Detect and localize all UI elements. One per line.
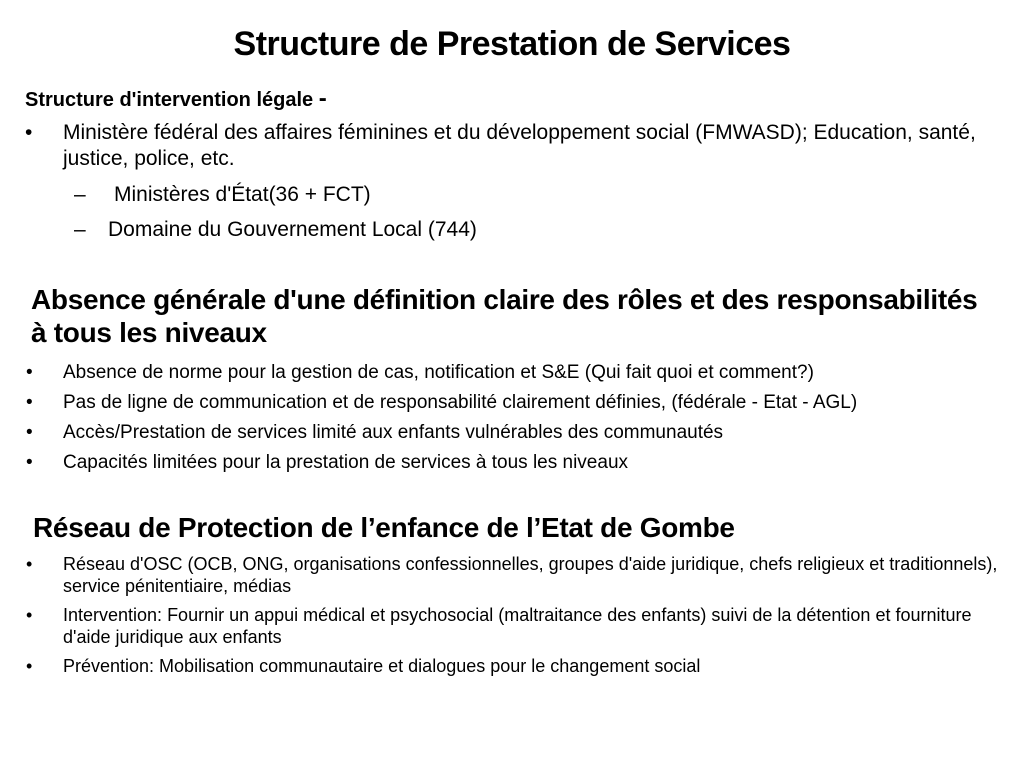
bullet-marker: • <box>26 656 33 676</box>
section3-bullet-list <box>26 553 1003 684</box>
section3-heading: Réseau de Protection de l’enfance de l’Etat de Gombe <box>33 512 735 543</box>
bullet-text: Prévention: Mobilisation communautaire et dialogues pour le changement social <box>63 656 701 676</box>
bullet-marker: • <box>26 422 33 443</box>
bullet-text: Absence de norme pour la gestion de cas, notification et S&E (Qui fait quoi et comment?) <box>63 362 814 383</box>
list-item <box>26 604 1003 648</box>
section1-heading <box>25 86 327 113</box>
list-item <box>26 451 1003 474</box>
bullet-text: Accès/Prestation de services limité aux enfants vulnérables des communautés <box>63 422 724 443</box>
dash-marker: – <box>74 183 86 206</box>
bullet-marker: • <box>26 554 33 574</box>
bullet-text: Ministère fédéral des affaires féminines et du développement social (FMWASD); Education, santé, justice, police, etc. <box>63 121 976 170</box>
list-item <box>26 655 1003 677</box>
list-item <box>25 120 998 172</box>
section1-heading-dash: - <box>318 85 327 112</box>
sub-bullet-text: Domaine du Gouvernement Local (744) <box>108 218 477 241</box>
list-item <box>26 421 1003 444</box>
bullet-marker: • <box>26 605 33 625</box>
section1-bullet-list <box>25 120 998 172</box>
bullet-marker: • <box>26 392 33 413</box>
list-item <box>74 217 988 243</box>
list-item <box>26 391 1003 414</box>
bullet-text: Pas de ligne de communication et de responsabilité clairement définies, (fédérale - Etat - AGL) <box>63 392 858 413</box>
slide-title: Structure de Prestation de Services <box>233 25 791 63</box>
bullet-text: Réseau d'OSC (OCB, ONG, organisations confessionnelles, groupes d'aide juridique, chefs religieux et traditionnels), service pénitentiaire, médias <box>63 554 998 596</box>
list-item <box>26 361 1003 384</box>
section2-heading: Absence générale d'une définition claire des rôles et des responsabilités à tous les niveaux <box>31 284 978 348</box>
bullet-marker: • <box>26 452 33 473</box>
bullet-text: Intervention: Fournir un appui médical et psychosocial (maltraitance des enfants) suivi de la détention et fourniture d'aide juridique aux enfants <box>63 605 972 647</box>
sub-bullet-text: Ministères d'État(36 + FCT) <box>114 183 371 206</box>
dash-marker: – <box>74 218 86 241</box>
bullet-marker: • <box>26 362 33 383</box>
section1-heading-text: Structure d'intervention légale <box>25 89 314 111</box>
list-item <box>26 553 1003 597</box>
section1-sub-bullet-list <box>74 182 988 252</box>
bullet-marker: • <box>25 121 33 144</box>
bullet-text: Capacités limitées pour la prestation de services à tous les niveaux <box>63 452 629 473</box>
list-item <box>74 182 988 208</box>
section2-bullet-list <box>26 361 1003 481</box>
